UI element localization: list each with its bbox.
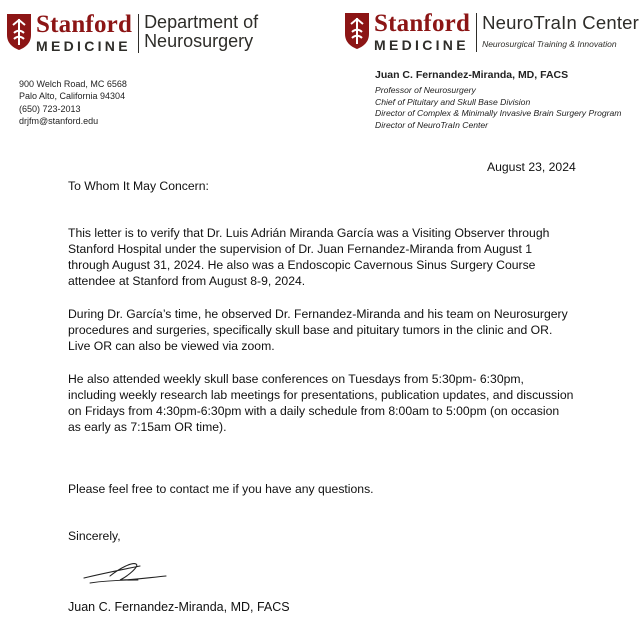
stanford-shield-icon	[6, 13, 32, 51]
department-address	[19, 78, 127, 127]
signatory-title: Director of NeuroTraIn Center	[375, 119, 489, 130]
body-paragraph: Please feel free to contact me if you have any questions.	[68, 482, 374, 496]
body-paragraph: He also attended weekly skull base conferences on Tuesdays from 5:30pm- 6:30pm, including weekly research lab meetings for presentations, publication updates, and discussion on Fridays from 4:30pm-6:30pm with a daily schedule from 8:00am to 5:00pm (on occasion as early as 7:15am OR time).	[68, 372, 574, 434]
address-line: Palo Alto, California 94304	[19, 91, 126, 102]
brand-sub: MEDICINE	[374, 37, 469, 53]
signatory-block	[375, 68, 621, 131]
logo-divider	[476, 13, 477, 52]
signatory-title: Chief of Pituitary and Skull Base Division	[375, 96, 531, 107]
phone-number: (650) 723-2013	[19, 103, 81, 114]
signatory-name: Juan C. Fernandez-Miranda, MD, FACS	[375, 69, 569, 81]
closing: Sincerely,	[68, 529, 121, 543]
salutation: To Whom It May Concern:	[68, 179, 209, 193]
department-line: Neurosurgery	[144, 31, 254, 51]
center-title: NeuroTraIn Center	[482, 12, 640, 33]
stanford-shield-icon	[344, 12, 370, 50]
signatory-title: Professor of Neurosurgery	[375, 85, 476, 95]
stanford-neurosurgery-logo	[6, 13, 258, 54]
address-line: 900 Welch Road, MC 6568	[19, 79, 127, 89]
body-paragraph: This letter is to verify that Dr. Luis Adrián Miranda García was a Visiting Observer through Stanford Hospital under the supervision of Dr. Juan Fernandez-Miranda from August 1 through August 31, 2024. He also was a Endoscopic Cavernous Sinus Surgery Course attendee at Stanford from August 8-9, 2024.	[68, 226, 550, 288]
center-name	[482, 12, 639, 51]
stanford-neurotrain-logo	[344, 12, 639, 53]
center-tagline: Neurosurgical Training & Innovation	[482, 39, 617, 49]
body-paragraph: During Dr. García’s time, he observed Dr. Fernandez-Miranda and his team on Neurosurgery procedures and surgeries, specifically skull base and pituitary tumors in the clinic and OR. Live OR can also be viewed via zoom.	[68, 307, 568, 353]
signatory-title: Director of Complex & Minimally Invasive Brain Surgery Program	[375, 108, 622, 119]
logo-divider	[138, 14, 139, 53]
letter-date: August 23, 2024	[487, 160, 576, 174]
email-address: drjfm@stanford.edu	[19, 115, 99, 126]
signer-name: Juan C. Fernandez-Miranda, MD, FACS	[68, 600, 290, 614]
brand-name: Stanford	[36, 11, 133, 38]
brand-name: Stanford	[374, 10, 471, 37]
brand-sub: MEDICINE	[36, 38, 131, 54]
department-name	[144, 13, 258, 51]
department-line: Department of	[144, 12, 259, 32]
handwritten-signature	[80, 556, 170, 588]
